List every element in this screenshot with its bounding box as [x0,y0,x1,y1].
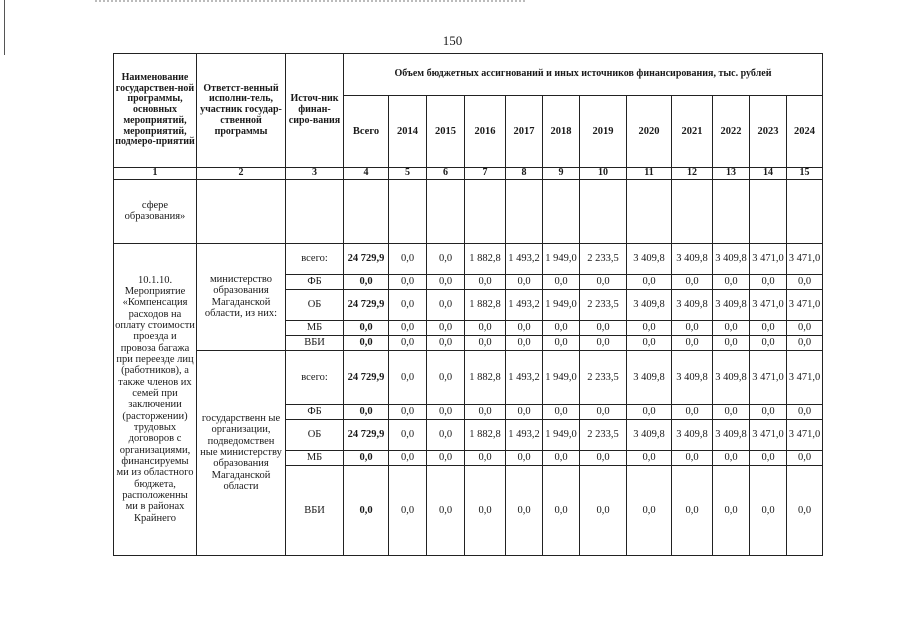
year-value-cell: 0,0 [465,274,506,289]
column-number: 15 [787,168,823,180]
year-value-cell: 0,0 [787,404,823,419]
funding-source-cell: МБ [286,450,344,465]
empty-cell [465,179,506,243]
year-value-cell: 0,0 [713,274,750,289]
empty-cell [344,179,389,243]
year-value-cell: 0,0 [543,465,580,555]
total-value-cell: 0,0 [344,274,389,289]
year-value-cell: 0,0 [427,320,465,335]
year-value-cell: 0,0 [672,465,713,555]
year-value-cell: 0,0 [580,320,627,335]
total-value-cell: 0,0 [344,320,389,335]
table-row [114,350,823,404]
header-year: 2017 [506,96,543,168]
funding-source-cell: ОБ [286,289,344,320]
empty-cell [427,179,465,243]
year-value-cell: 3 409,8 [627,419,672,450]
empty-cell [286,179,344,243]
year-value-cell: 2 233,5 [580,419,627,450]
empty-cell [389,179,427,243]
year-value-cell: 0,0 [672,404,713,419]
header-year: 2023 [750,96,787,168]
empty-cell [787,179,823,243]
budget-allocation-table [113,53,823,556]
continuation-text: сфере образования» [114,179,197,243]
header-source: Источ-ник финан-сиро-вания [286,54,344,168]
executor-cell: министерство образования Магаданской области, из них: [197,243,286,350]
year-value-cell: 1 882,8 [465,243,506,274]
year-value-cell: 1 493,2 [506,243,543,274]
year-value-cell: 0,0 [427,465,465,555]
page-number: 150 [442,33,463,48]
year-value-cell: 0,0 [627,404,672,419]
year-value-cell: 0,0 [427,335,465,350]
column-number: 3 [286,168,344,180]
year-value-cell: 0,0 [750,320,787,335]
year-value-cell: 0,0 [713,450,750,465]
year-value-cell: 0,0 [580,274,627,289]
year-value-cell: 3 409,8 [672,243,713,274]
year-value-cell: 0,0 [543,450,580,465]
header-year: 2016 [465,96,506,168]
year-value-cell: 0,0 [506,465,543,555]
year-value-cell: 0,0 [750,404,787,419]
funding-source-cell: ОБ [286,419,344,450]
year-value-cell: 0,0 [543,335,580,350]
executor-cell: государственн ые организации, подведомствен ные министерству образования Магаданской области [197,350,286,555]
year-value-cell: 0,0 [465,465,506,555]
year-value-cell: 0,0 [750,335,787,350]
year-value-cell: 0,0 [389,243,427,274]
year-value-cell: 0,0 [672,274,713,289]
year-value-cell: 1 493,2 [506,419,543,450]
year-value-cell: 3 471,0 [787,419,823,450]
year-value-cell: 0,0 [427,243,465,274]
year-value-cell: 2 233,5 [580,243,627,274]
column-number: 14 [750,168,787,180]
year-value-cell: 0,0 [427,350,465,404]
year-value-cell: 0,0 [389,404,427,419]
year-value-cell: 1 882,8 [465,289,506,320]
year-value-cell: 3 409,8 [713,289,750,320]
year-value-cell: 0,0 [787,274,823,289]
year-value-cell: 3 409,8 [713,419,750,450]
header-year: 2021 [672,96,713,168]
year-value-cell: 3 409,8 [672,419,713,450]
year-value-cell: 0,0 [713,404,750,419]
year-value-cell: 3 409,8 [672,289,713,320]
year-value-cell: 1 949,0 [543,243,580,274]
empty-cell [197,179,286,243]
year-value-cell: 2 233,5 [580,350,627,404]
year-value-cell: 0,0 [389,350,427,404]
empty-cell [506,179,543,243]
header-year: 2014 [389,96,427,168]
bleed-through-text [95,0,525,6]
year-value-cell: 1 493,2 [506,289,543,320]
column-number: 1 [114,168,197,180]
column-number-row [114,168,823,180]
column-number: 10 [580,168,627,180]
header-year: 2015 [427,96,465,168]
year-value-cell: 3 471,0 [787,289,823,320]
year-value-cell: 1 949,0 [543,289,580,320]
year-value-cell: 0,0 [672,450,713,465]
column-number: 4 [344,168,389,180]
year-value-cell: 0,0 [672,320,713,335]
table-row [114,243,823,274]
funding-source-cell: ВБИ [286,465,344,555]
year-value-cell: 0,0 [580,404,627,419]
year-value-cell: 0,0 [427,450,465,465]
year-value-cell: 0,0 [580,335,627,350]
column-number: 9 [543,168,580,180]
year-value-cell: 0,0 [627,274,672,289]
header-year: 2022 [713,96,750,168]
total-value-cell: 0,0 [344,404,389,419]
year-value-cell: 0,0 [506,450,543,465]
year-value-cell: 0,0 [543,320,580,335]
year-value-cell: 0,0 [389,419,427,450]
year-value-cell: 1 882,8 [465,350,506,404]
funding-source-cell: ВБИ [286,335,344,350]
funding-source-cell: ФБ [286,404,344,419]
year-value-cell: 3 471,0 [750,243,787,274]
year-value-cell: 0,0 [787,320,823,335]
year-value-cell: 3 471,0 [750,350,787,404]
year-value-cell: 3 471,0 [787,243,823,274]
year-value-cell: 0,0 [750,274,787,289]
year-value-cell: 0,0 [427,289,465,320]
year-value-cell: 0,0 [787,335,823,350]
year-value-cell: 0,0 [389,289,427,320]
year-value-cell: 3 409,8 [627,350,672,404]
year-value-cell: 1 882,8 [465,419,506,450]
year-value-cell: 0,0 [389,335,427,350]
total-value-cell: 24 729,9 [344,419,389,450]
column-number: 2 [197,168,286,180]
year-value-cell: 0,0 [627,450,672,465]
header-funding-group: Объем бюджетных ассигнований и иных источников финансирования, тыс. рублей [344,54,823,96]
year-value-cell: 0,0 [580,450,627,465]
year-value-cell: 0,0 [713,335,750,350]
year-value-cell: 3 471,0 [750,289,787,320]
total-value-cell: 0,0 [344,465,389,555]
year-value-cell: 0,0 [580,465,627,555]
empty-cell [713,179,750,243]
year-value-cell: 0,0 [506,320,543,335]
year-value-cell: 0,0 [543,404,580,419]
year-value-cell: 3 471,0 [787,350,823,404]
year-value-cell: 0,0 [750,450,787,465]
measure-name-cell: 10.1.10. Мероприятие «Компенсация расходов на оплату стоимости проезда и провоза багажа при переезде лиц (работников), а также членов их семей при заключении (расторжении) трудовых договоров с организациями, финансируемы ми из областного бюджета, расположенны ми в районах Крайнего [114,243,197,555]
year-value-cell: 0,0 [713,320,750,335]
year-value-cell: 0,0 [627,335,672,350]
column-number: 7 [465,168,506,180]
year-value-cell: 0,0 [389,450,427,465]
year-value-cell: 0,0 [427,274,465,289]
empty-cell [627,179,672,243]
header-year: 2020 [627,96,672,168]
column-number: 6 [427,168,465,180]
year-value-cell: 0,0 [787,465,823,555]
continuation-row [114,179,823,243]
year-value-cell: 0,0 [543,274,580,289]
year-value-cell: 1 949,0 [543,350,580,404]
header-year: 2019 [580,96,627,168]
year-value-cell: 0,0 [465,335,506,350]
year-value-cell: 0,0 [389,320,427,335]
total-value-cell: 24 729,9 [344,243,389,274]
year-value-cell: 0,0 [506,274,543,289]
year-value-cell: 1 493,2 [506,350,543,404]
year-value-cell: 3 409,8 [713,350,750,404]
year-value-cell: 0,0 [389,465,427,555]
year-value-cell: 0,0 [465,404,506,419]
column-number: 5 [389,168,427,180]
year-value-cell: 0,0 [672,335,713,350]
year-value-cell: 0,0 [427,419,465,450]
year-value-cell: 3 471,0 [750,419,787,450]
funding-source-cell: МБ [286,320,344,335]
year-value-cell: 0,0 [465,450,506,465]
column-number: 12 [672,168,713,180]
header-year: 2018 [543,96,580,168]
column-number: 8 [506,168,543,180]
year-value-cell: 0,0 [627,465,672,555]
year-value-cell: 0,0 [427,404,465,419]
year-value-cell: 2 233,5 [580,289,627,320]
year-value-cell: 0,0 [389,274,427,289]
empty-cell [672,179,713,243]
year-value-cell: 0,0 [627,320,672,335]
year-value-cell: 3 409,8 [627,289,672,320]
year-value-cell: 3 409,8 [672,350,713,404]
header-executor: Ответст-венный исполни-тель, участник государ-ственной программы [197,54,286,168]
column-number: 11 [627,168,672,180]
year-value-cell: 0,0 [713,465,750,555]
header-total: Всего [344,96,389,168]
year-value-cell: 3 409,8 [627,243,672,274]
header-program-name: Наименование государствен-ной программы, основных мероприятий, мероприятий, подмеро-приятий [114,54,197,168]
year-value-cell: 0,0 [787,450,823,465]
year-value-cell: 3 409,8 [713,243,750,274]
empty-cell [543,179,580,243]
year-value-cell: 0,0 [750,465,787,555]
year-value-cell: 0,0 [506,404,543,419]
year-value-cell: 0,0 [465,320,506,335]
header-year: 2024 [787,96,823,168]
year-value-cell: 1 949,0 [543,419,580,450]
header-row-1 [114,54,823,96]
column-number: 13 [713,168,750,180]
funding-source-cell: всего: [286,243,344,274]
funding-source-cell: ФБ [286,274,344,289]
empty-cell [750,179,787,243]
funding-source-cell: всего: [286,350,344,404]
total-value-cell: 0,0 [344,450,389,465]
total-value-cell: 0,0 [344,335,389,350]
total-value-cell: 24 729,9 [344,350,389,404]
year-value-cell: 0,0 [506,335,543,350]
empty-cell [580,179,627,243]
total-value-cell: 24 729,9 [344,289,389,320]
